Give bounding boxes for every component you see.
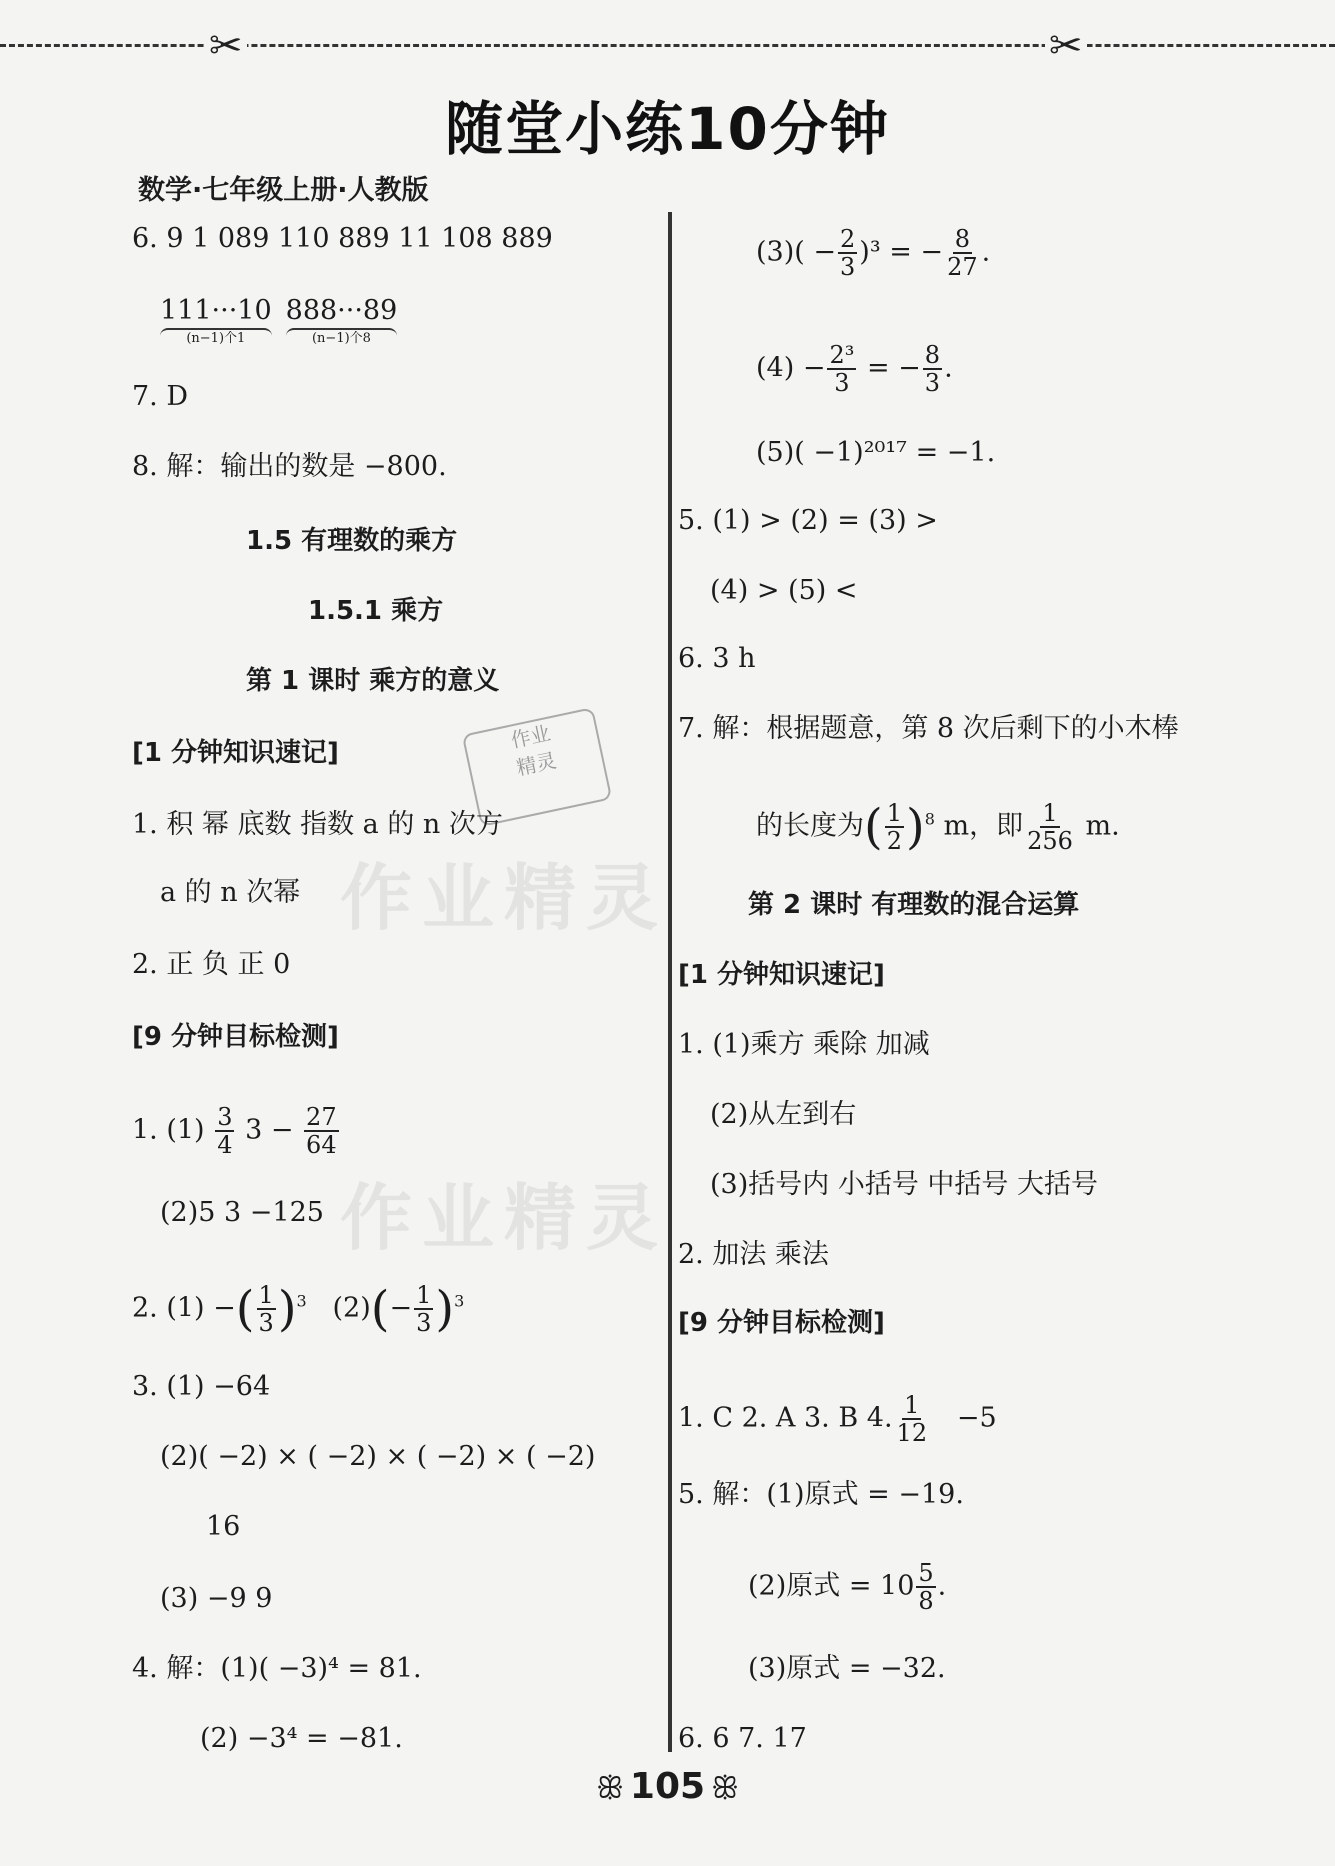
ornament-icon: ꕥ (711, 1771, 739, 1806)
subsection-heading: 1.5.1 乘方 (308, 596, 444, 626)
stamp-logo: 作业 精灵 (462, 707, 613, 827)
answer-line (160, 294, 411, 351)
answer-line: 的长度为( $\frac{1}{2}$ )$^8$ m，即 $\frac{1}{256}$ m. (756, 799, 1120, 855)
answer-line: 5. 解：(1)原式 = −19. (678, 1479, 964, 1510)
fraction: $\frac{1}{3}$ (416, 1281, 432, 1337)
fraction: $\frac{8}{3}$ (924, 341, 941, 397)
answer-line: 1. 积 幂 底数 指数 a 的 n 次方 (132, 809, 503, 840)
fraction: $\frac{1}{3}$ (258, 1281, 274, 1337)
answer-line: (4) > (5) < (710, 575, 858, 606)
scissors-icon: ✂ (1045, 26, 1087, 66)
answer-line: 6. 3 h (678, 643, 756, 674)
ornament-icon: ꕥ (596, 1771, 624, 1806)
fraction: $\frac{5}{8}$ (918, 1559, 934, 1615)
answer-line: 7. 解：根据题意，第 8 次后剩下的小木棒 (678, 713, 1179, 744)
fraction: $\frac{1}{12}$ (896, 1391, 928, 1447)
answer-line: (2) −3⁴ = −81. (200, 1723, 403, 1754)
fraction: $\frac{2}{3}$ (840, 225, 856, 281)
answer-line: 7. D (132, 381, 188, 412)
answer-line: (5)( −1)²⁰¹⁷ = −1. (756, 437, 996, 468)
answer-line: 5. (1) > (2) = (3) > (678, 505, 938, 536)
cut-line (0, 44, 1335, 47)
page-number: ꕥ 105 ꕥ (596, 1766, 739, 1807)
block-label: [9 分钟目标检测] (678, 1308, 885, 1338)
block-label: [1 分钟知识速记] (132, 738, 339, 768)
scissors-icon: ✂ (205, 26, 247, 66)
answer-line: (2)( −2) × ( −2) × ( −2) × ( −2) (160, 1441, 596, 1472)
answer-line: 1. (1) $\frac{3}{4}$ 3 − $\frac{27}{64}$ (132, 1103, 337, 1159)
answer-line: 1. (1)乘方 乘除 加减 (678, 1029, 930, 1060)
underbrace-group: 111···10 (n−1)个1 (160, 295, 272, 346)
answer-line: 2. 加法 乘法 (678, 1239, 829, 1270)
fraction: $\frac{27}{64}$ (306, 1103, 337, 1159)
answer-line: (3) −9 9 (160, 1583, 273, 1614)
answer-line: 6. 6 7. 17 (678, 1723, 807, 1754)
fraction: $\frac{1}{2}$ (886, 799, 903, 855)
answer-line: 8. 解：输出的数是 −800. (132, 451, 447, 482)
answer-line: 4. 解：(1)( −3)⁴ = 81. (132, 1653, 422, 1684)
answer-line: (2)5 3 −125 (160, 1197, 324, 1228)
section-heading: 1.5 有理数的乘方 (246, 526, 458, 556)
lesson-heading: 第 1 课时 乘方的意义 (246, 666, 500, 696)
column-divider (668, 212, 672, 1752)
answer-line: (3)原式 = −32. (748, 1653, 946, 1684)
fraction: $\frac{3}{4}$ (217, 1103, 233, 1159)
answer-line: 6. 9 1 089 110 889 11 108 889 (132, 223, 553, 254)
answer-line: a 的 n 次幂 (160, 877, 301, 908)
answer-line: 2. (1) −( $\frac{1}{3}$ )$^3$ (2)(− $\frac{1}{3}$ )$^3$ (132, 1281, 465, 1337)
watermark: 作业精灵 (340, 1176, 669, 1260)
fraction: $\frac{1}{256}$ (1027, 799, 1073, 855)
fraction: $\frac{\text{2³}}{3}$ (829, 341, 855, 397)
page-banner: 随堂小练10分钟 (445, 95, 890, 163)
answer-line: (2)原式 = 10 $\frac{5}{8}$ . (748, 1559, 947, 1615)
answer-line: (2)从左到右 (710, 1099, 857, 1130)
answer-line: 1. C 2. A 3. B 4. $\frac{1}{12}$ −5 (678, 1391, 997, 1447)
answer-line: (3)( − $\frac{2}{3}$ )³ = − $\frac{8}{27}$ . (756, 225, 991, 281)
subject-title: 数学·七年级上册·人教版 (138, 175, 429, 206)
underbrace-group: 888···89 (n−1)个8 (285, 295, 398, 346)
block-label: [9 分钟目标检测] (132, 1022, 339, 1052)
answer-line: 16 (206, 1511, 241, 1542)
answer-line: (3)括号内 小括号 中括号 大括号 (710, 1169, 1098, 1200)
answer-line: (4) − $\frac{\text{2³}}{3}$ = − $\frac{8}{3}$ . (756, 341, 953, 397)
answer-line: 3. (1) −64 (132, 1371, 271, 1402)
answer-line: 2. 正 负 正 0 (132, 949, 291, 980)
lesson-heading: 第 2 课时 有理数的混合运算 (748, 890, 1080, 920)
block-label: [1 分钟知识速记] (678, 960, 885, 990)
watermark: 作业精灵 (340, 856, 669, 940)
fraction: $\frac{8}{27}$ (947, 225, 978, 281)
